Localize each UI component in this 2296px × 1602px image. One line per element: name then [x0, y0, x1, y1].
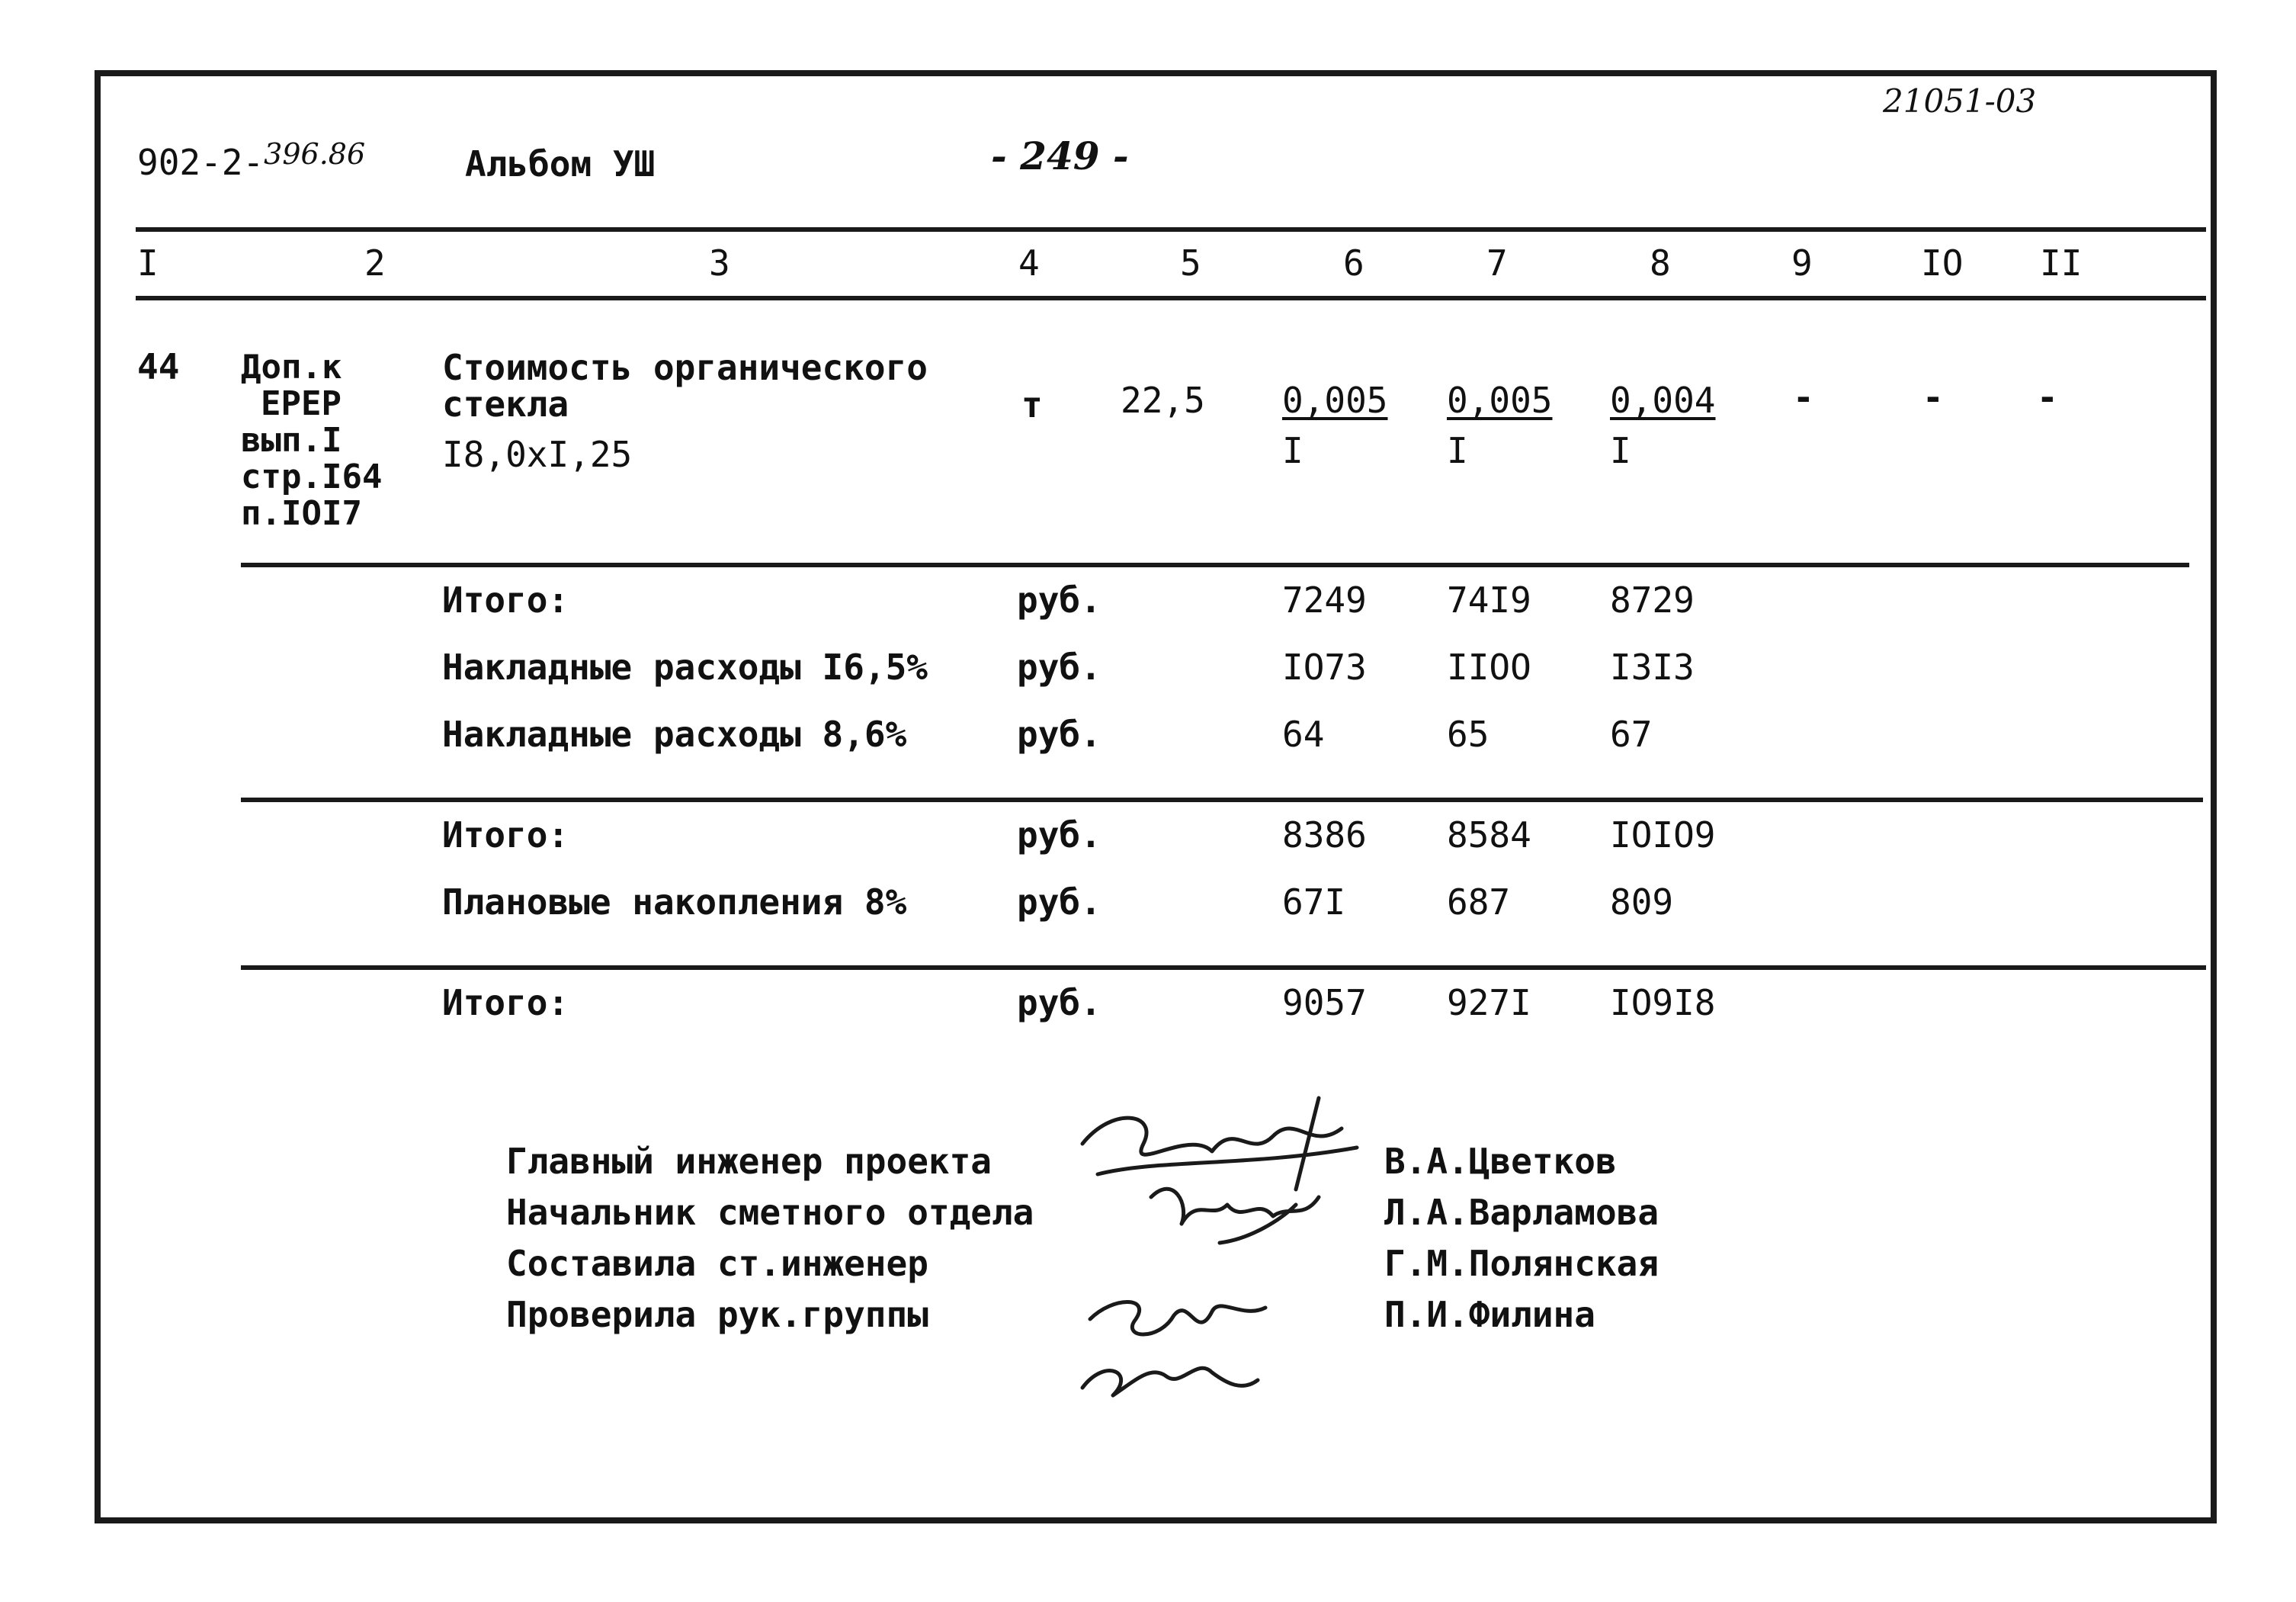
row-col7: 74I9: [1447, 579, 1531, 621]
row-col6: 67I: [1282, 881, 1346, 923]
subtotal-rule: [241, 798, 2203, 802]
item-col8-top: 0,004: [1610, 380, 1716, 421]
signature-role: Составила ст.инженер: [506, 1243, 928, 1284]
row-col7: 8584: [1447, 814, 1531, 856]
signature-scribble: [1151, 1189, 1319, 1243]
row-unit: руб.: [1017, 714, 1102, 755]
col-header-8: 8: [1650, 242, 1671, 284]
row-label: Итого:: [442, 814, 569, 856]
item-description-line: стекла: [442, 384, 569, 425]
item-number: 44: [137, 346, 180, 387]
col-header-10: IO: [1921, 242, 1964, 284]
signature-scribble: [1082, 1098, 1357, 1189]
row-unit: руб.: [1017, 814, 1102, 856]
header-page-number: - 249 -: [991, 133, 1129, 178]
signature-name: Г.М.Полянская: [1384, 1243, 1659, 1284]
item-description-line: I8,0xI,25: [442, 434, 633, 475]
row-unit: руб.: [1017, 982, 1102, 1023]
item-col11: -: [2037, 377, 2058, 418]
header-bottom-rule: [136, 296, 2206, 300]
item-source-line: п.IOI7: [241, 494, 362, 533]
header-code: [137, 137, 366, 183]
signature-name: Л.А.Варламова: [1384, 1192, 1659, 1233]
signature-name: П.И.Филина: [1384, 1294, 1595, 1335]
item-description: [442, 349, 928, 473]
item-source-line: ЕРЕР: [261, 384, 342, 423]
item-source-line: Доп.к: [241, 348, 342, 387]
row-col6: 9057: [1282, 982, 1367, 1023]
row-col8: IOIO9: [1610, 814, 1716, 856]
row-col8: 8729: [1610, 579, 1695, 621]
row-col7: IIOO: [1447, 647, 1531, 688]
signature-role: Проверила рук.группы: [506, 1294, 928, 1335]
subtotal-rule: [241, 965, 2206, 970]
item-unit: т: [1021, 384, 1043, 425]
row-unit: руб.: [1017, 579, 1102, 621]
header-top-rule: [136, 227, 2206, 232]
col-header-1: I: [137, 242, 159, 284]
item-col6-top: 0,005: [1282, 380, 1388, 421]
signature-role: Начальник сметного отдела: [506, 1192, 1034, 1233]
signature-name: В.А.Цветков: [1384, 1141, 1617, 1182]
item-source-line: вып.I: [241, 421, 342, 460]
item-col7-bottom: I: [1447, 430, 1468, 471]
row-col7: 927I: [1447, 982, 1531, 1023]
row-label: Накладные расходы 8,6%: [442, 714, 907, 755]
row-col8: IO9I8: [1610, 982, 1716, 1023]
col-header-5: 5: [1180, 242, 1201, 284]
col-header-9: 9: [1791, 242, 1813, 284]
signature-names: [1384, 1136, 1659, 1340]
signature-role: Главный инженер проекта: [506, 1141, 992, 1182]
item-col9: -: [1793, 377, 1814, 418]
header-code-hand: 396.86: [264, 137, 366, 171]
row-label: Итого:: [442, 579, 569, 621]
item-description-line: Стоимость органического: [442, 347, 928, 388]
col-header-3: 3: [709, 242, 730, 284]
signature-roles: [506, 1136, 1034, 1340]
row-col6: 8386: [1282, 814, 1367, 856]
item-quantity: 22,5: [1121, 380, 1205, 421]
row-label: Накладные расходы I6,5%: [442, 647, 928, 688]
col-header-4: 4: [1018, 242, 1040, 284]
row-col7: 65: [1447, 714, 1490, 755]
row-col8: 67: [1610, 714, 1653, 755]
item-col6-bottom: I: [1282, 430, 1304, 471]
subtotal-rule: [241, 563, 2189, 567]
row-unit: руб.: [1017, 647, 1102, 688]
row-label: Итого:: [442, 982, 569, 1023]
item-col7-top: 0,005: [1447, 380, 1553, 421]
row-label: Плановые накопления 8%: [442, 881, 907, 923]
col-header-11: II: [2040, 242, 2083, 284]
row-col8: 809: [1610, 881, 1674, 923]
row-col8: I3I3: [1610, 647, 1695, 688]
col-header-6: 6: [1343, 242, 1364, 284]
item-source-line: стр.I64: [241, 457, 383, 496]
header-album: Альбом УШ: [465, 143, 656, 185]
row-col6: 7249: [1282, 579, 1367, 621]
item-col8-bottom: I: [1610, 430, 1631, 471]
handwritten-signatures: [1067, 1090, 1372, 1411]
col-header-2: 2: [364, 242, 386, 284]
header-code-prefix: 902-2-: [137, 142, 265, 183]
signature-scribble: [1082, 1302, 1265, 1396]
header-stamp: 21051-03: [1883, 82, 2037, 120]
col-header-7: 7: [1486, 242, 1508, 284]
row-col7: 687: [1447, 881, 1511, 923]
row-col6: 64: [1282, 714, 1325, 755]
item-source: [241, 349, 382, 532]
item-col10: -: [1922, 377, 1944, 418]
row-col6: IO73: [1282, 647, 1367, 688]
row-unit: руб.: [1017, 881, 1102, 923]
